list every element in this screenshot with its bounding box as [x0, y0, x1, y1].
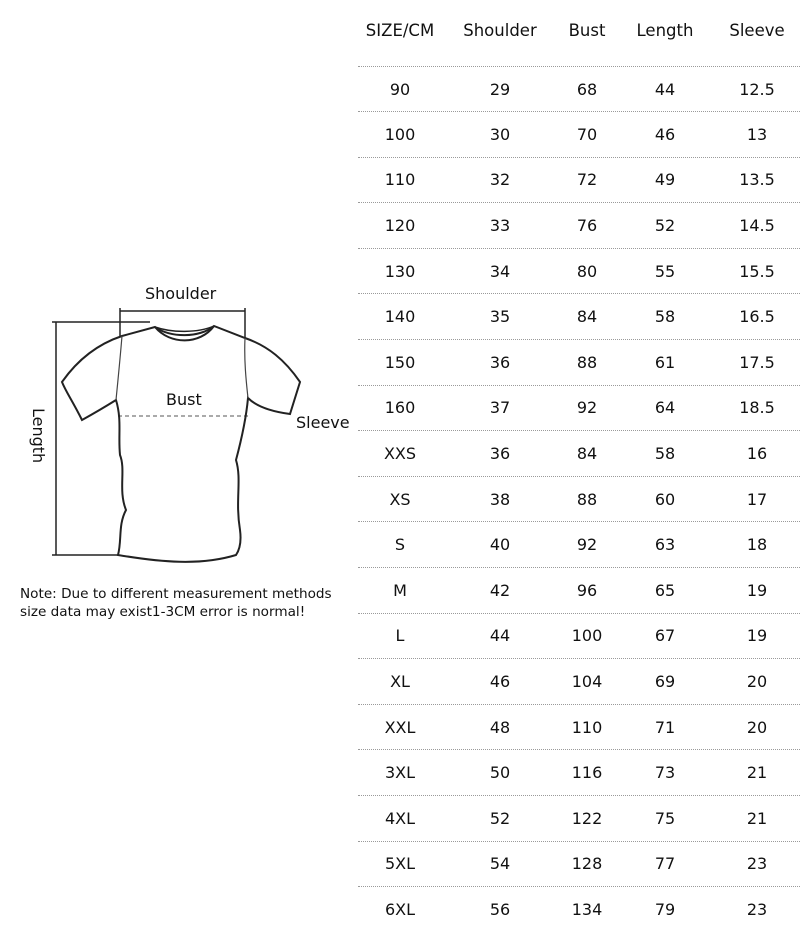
table-cell: 92 — [576, 398, 598, 418]
table-cell: XXS — [383, 443, 417, 463]
header-shoulder: Shoulder — [463, 20, 537, 40]
table-cell: 120 — [384, 215, 416, 235]
table-row — [358, 386, 800, 432]
table-cell: 70 — [576, 124, 598, 144]
table-cell: 134 — [571, 899, 603, 919]
table-cell: 88 — [576, 352, 598, 372]
table-cell: 90 — [389, 79, 411, 99]
table-cell: 88 — [576, 489, 598, 509]
table-cell: 92 — [576, 535, 598, 555]
table-cell: 65 — [654, 580, 676, 600]
table-cell: 130 — [384, 261, 416, 281]
table-cell: 12.5 — [739, 79, 775, 99]
table-cell: 140 — [384, 307, 416, 327]
table-cell: 76 — [576, 215, 598, 235]
table-cell: 96 — [576, 580, 598, 600]
table-cell: 20 — [746, 717, 768, 737]
table-cell: 104 — [571, 671, 603, 691]
table-cell: 55 — [654, 261, 676, 281]
table-body — [358, 67, 800, 932]
garment-diagram — [0, 0, 360, 900]
table-cell: 30 — [489, 124, 511, 144]
table-row — [358, 294, 800, 340]
table-cell: 33 — [489, 215, 511, 235]
table-cell: 75 — [654, 808, 676, 828]
shoulder-label: Shoulder — [145, 284, 217, 303]
table-cell: 128 — [571, 854, 603, 874]
table-cell: 72 — [576, 170, 598, 190]
table-cell: 37 — [489, 398, 511, 418]
note-line-2: size data may exist1-3CM error is normal! — [20, 604, 306, 620]
header-sleeve: Sleeve — [729, 20, 785, 40]
table-cell: 46 — [654, 124, 676, 144]
table-cell: 6XL — [384, 899, 416, 919]
table-cell: 44 — [489, 626, 511, 646]
table-cell: 68 — [576, 79, 598, 99]
table-cell: 63 — [654, 535, 676, 555]
header-length: Length — [636, 20, 694, 40]
sleeve-label: Sleeve — [296, 413, 350, 432]
table-cell: 18 — [746, 535, 768, 555]
bust-label: Bust — [166, 390, 202, 409]
table-cell: 54 — [489, 854, 511, 874]
table-cell: 60 — [654, 489, 676, 509]
table-cell: 160 — [384, 398, 416, 418]
table-cell: 17.5 — [739, 352, 775, 372]
table-cell: 36 — [489, 443, 511, 463]
table-row — [358, 887, 800, 932]
table-row — [358, 249, 800, 295]
table-cell: 46 — [489, 671, 511, 691]
table-cell: 3XL — [384, 763, 416, 783]
table-cell: 100 — [571, 626, 603, 646]
note-line-1: Note: Due to different measurement methods — [20, 586, 332, 602]
table-row — [358, 67, 800, 112]
header-bust: Bust — [568, 20, 606, 40]
table-cell: 16 — [746, 443, 768, 463]
table-row — [358, 340, 800, 386]
table-cell: 19 — [746, 626, 768, 646]
table-cell: 13.5 — [739, 170, 775, 190]
table-cell: 38 — [489, 489, 511, 509]
table-cell: 110 — [571, 717, 603, 737]
table-cell: 79 — [654, 899, 676, 919]
table-cell: 16.5 — [739, 307, 775, 327]
table-cell: 35 — [489, 307, 511, 327]
table-cell: 116 — [571, 763, 603, 783]
table-cell: 44 — [654, 79, 676, 99]
table-cell: 20 — [746, 671, 768, 691]
table-row — [358, 705, 800, 751]
table-cell: 23 — [746, 854, 768, 874]
table-cell: 56 — [489, 899, 511, 919]
table-cell: XL — [390, 671, 410, 691]
table-cell: 64 — [654, 398, 676, 418]
table-row — [358, 522, 800, 568]
table-cell: M — [393, 580, 407, 600]
size-table — [358, 14, 800, 932]
table-cell: XS — [389, 489, 411, 509]
table-cell: 71 — [654, 717, 676, 737]
table-row — [358, 842, 800, 888]
table-cell: 29 — [489, 79, 511, 99]
table-row — [358, 477, 800, 523]
table-row — [358, 614, 800, 660]
table-cell: 19 — [746, 580, 768, 600]
table-cell: XXL — [384, 717, 416, 737]
table-cell: 36 — [489, 352, 511, 372]
table-cell: 4XL — [384, 808, 416, 828]
table-cell: 21 — [746, 763, 768, 783]
table-cell: 18.5 — [739, 398, 775, 418]
table-cell: 52 — [489, 808, 511, 828]
table-row — [358, 750, 800, 796]
table-cell: 15.5 — [739, 261, 775, 281]
table-cell: L — [395, 626, 405, 646]
table-cell: 122 — [571, 808, 603, 828]
table-cell: 49 — [654, 170, 676, 190]
table-cell: 42 — [489, 580, 511, 600]
table-row — [358, 659, 800, 705]
table-cell: 17 — [746, 489, 768, 509]
table-cell: 58 — [654, 443, 676, 463]
table-cell: 61 — [654, 352, 676, 372]
table-cell: 21 — [746, 808, 768, 828]
table-cell: 67 — [654, 626, 676, 646]
table-cell: 34 — [489, 261, 511, 281]
table-cell: 13 — [746, 124, 768, 144]
table-cell: 5XL — [384, 854, 416, 874]
table-header-row — [358, 14, 800, 46]
header-spacer — [358, 46, 800, 67]
length-label: Length — [29, 408, 48, 464]
table-cell: 50 — [489, 763, 511, 783]
table-row — [358, 158, 800, 204]
header-size: SIZE/CM — [365, 20, 435, 40]
table-cell: 77 — [654, 854, 676, 874]
table-cell: 84 — [576, 307, 598, 327]
table-cell: 73 — [654, 763, 676, 783]
table-row — [358, 203, 800, 249]
table-cell: 48 — [489, 717, 511, 737]
table-cell: 110 — [384, 170, 416, 190]
table-cell: 52 — [654, 215, 676, 235]
table-cell: 100 — [384, 124, 416, 144]
table-row — [358, 568, 800, 614]
table-row — [358, 112, 800, 158]
table-cell: 23 — [746, 899, 768, 919]
table-cell: 80 — [576, 261, 598, 281]
table-cell: 58 — [654, 307, 676, 327]
table-cell: S — [394, 535, 406, 555]
table-row — [358, 431, 800, 477]
table-row — [358, 796, 800, 842]
table-cell: 14.5 — [739, 215, 775, 235]
measurement-note — [20, 585, 350, 621]
table-cell: 69 — [654, 671, 676, 691]
table-cell: 84 — [576, 443, 598, 463]
table-cell: 40 — [489, 535, 511, 555]
table-cell: 150 — [384, 352, 416, 372]
table-cell: 32 — [489, 170, 511, 190]
